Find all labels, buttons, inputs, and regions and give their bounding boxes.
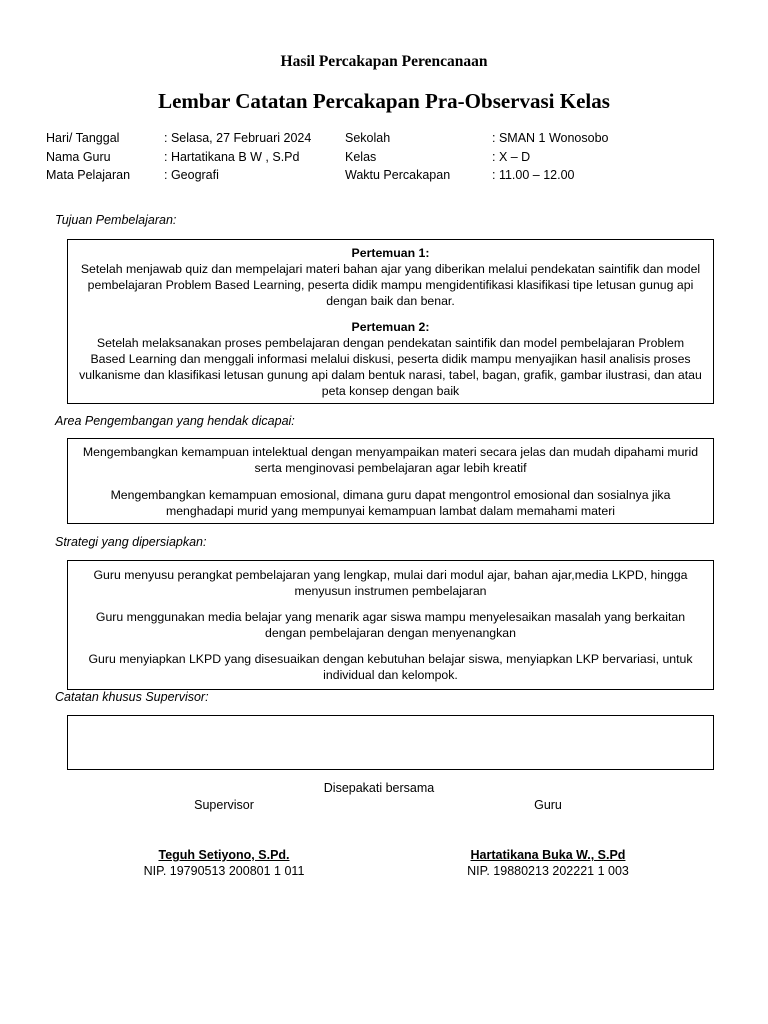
info-label-school: Sekolah xyxy=(345,131,391,145)
supervisor-name: Teguh Setiyono, S.Pd. xyxy=(158,848,290,862)
document-subtitle: Lembar Catatan Percakapan Pra-Observasi Kelas xyxy=(158,89,610,113)
teacher-role: Guru xyxy=(534,798,562,812)
info-label-time: Waktu Percakapan xyxy=(345,168,451,182)
info-value-school: : SMAN 1 Wonosobo xyxy=(492,131,609,145)
supervisor-nip: NIP. 19790513 200801 1 011 xyxy=(143,864,305,878)
info-value-date: : Selasa, 27 Februari 2024 xyxy=(164,131,312,145)
area-item-2: Mengembangkan kemampuan emosional, dimana guru dapat mengontrol emosional dan sosialnya jika menghadapi murid yang mempunyai kemampuan lambat dalam memahami materi xyxy=(110,488,671,518)
info-left-labels xyxy=(46,129,130,185)
info-right-labels xyxy=(345,129,450,185)
info-left-values xyxy=(164,129,311,185)
strategi-label: Strategi yang dipersiapkan: xyxy=(55,535,207,549)
area-label: Area Pengembangan yang hendak dicapai: xyxy=(55,414,295,428)
tujuan-box xyxy=(67,239,714,404)
teacher-nip: NIP. 19880213 202221 1 003 xyxy=(467,864,629,878)
area-box xyxy=(67,438,714,524)
info-value-subject: : Geografi xyxy=(164,168,219,182)
strategi-box xyxy=(67,560,714,690)
strategi-item-3: Guru menyiapkan LKPD yang disesuaikan dengan kebutuhan belajar siswa, menyiapkan LKP bervariasi, untuk individual dan kelompok. xyxy=(88,652,693,682)
info-value-time: : 11.00 – 12.00 xyxy=(492,168,575,182)
meeting2-text: Setelah melaksanakan proses pembelajaran dengan pendekatan saintifik dan model pembelajaran Problem Based Learning dan menggali informasi melalui diskusi, peserta didik mampu menyajikan hasil analisis proses vulkanisme dan klasifikasi letusan gunung api dalam bentuk narasi, tabel, bagan, grafik, gambar ilustrasi, dan atau peta konsep dengan baik xyxy=(79,336,702,398)
supervisor-role: Supervisor xyxy=(194,798,254,812)
teacher-name: Hartatikana Buka W., S.Pd xyxy=(470,848,626,862)
strategi-item-2: Guru menggunakan media belajar yang menarik agar siswa mampu menyelesaikan masalah yang berkaitan dengan pembelajaran dengan menyenangkan xyxy=(95,610,686,640)
strategi-item-1: Guru menyusu perangkat pembelajaran yang lengkap, mulai dari modul ajar, bahan ajar,media LKPD, hingga menyusun instrumen pembelajaran xyxy=(93,568,688,598)
info-right-values xyxy=(492,129,609,185)
info-label-subject: Mata Pelajaran xyxy=(46,168,131,182)
info-value-teacher: : Hartatikana B W , S.Pd xyxy=(164,149,300,164)
agreed-text: Disepakati bersama xyxy=(323,781,435,795)
catatan-label: Catatan khusus Supervisor: xyxy=(55,690,209,704)
tujuan-label: Tujuan Pembelajaran: xyxy=(55,213,177,227)
info-label-date: Hari/ Tanggal xyxy=(46,131,120,145)
info-label-teacher: Nama Guru xyxy=(46,149,111,164)
meeting1-title: Pertemuan 1: xyxy=(351,246,430,260)
catatan-box xyxy=(67,715,714,770)
meeting1-text: Setelah menjawab quiz dan mempelajari materi bahan ajar yang diberikan melalui pendekatan saintifik dan model pembelajaran Problem Based Learning, peserta didik mampu mengidentifikasi klasifikasi tipe letusan gunug api dengan baik dan benar. xyxy=(80,262,701,308)
area-item-1: Mengembangkan kemampuan intelektual dengan menyampaikan materi secara jelas dan mudah dipahami murid serta menginovasi pembelajaran agar lebih kreatif xyxy=(82,445,699,475)
document-title: Hasil Percakapan Perencanaan xyxy=(280,53,488,70)
info-value-class: : X – D xyxy=(492,149,531,164)
info-label-class: Kelas xyxy=(345,149,377,164)
meeting2-title: Pertemuan 2: xyxy=(351,320,430,334)
